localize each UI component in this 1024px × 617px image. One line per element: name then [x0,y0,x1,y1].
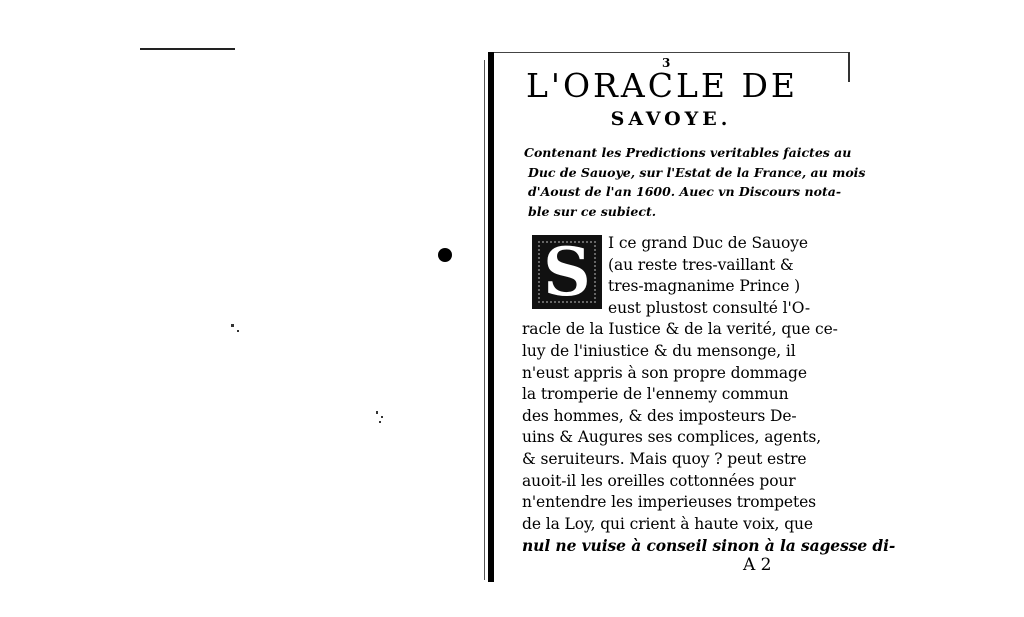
ink-speck [376,411,378,414]
body-line: n'entendre les imperieuses trompetes [522,493,817,512]
page-folio-number: 3 [662,56,671,70]
body-line: des hommes, & des imposteurs De- [522,406,797,425]
ink-speck [231,324,234,327]
body-line: la tromperie de l'ennemy commun [522,385,789,404]
signature-mark: A 2 [743,555,772,575]
page-title: L'ORACLE DE [526,66,799,105]
body-line: nul ne vuise à conseil sinon à la sagesse di- [522,536,896,556]
paper-hole-mark [438,248,452,262]
summary-block [524,143,866,221]
body-line: de la Loy, qui crient à haute voix, que [522,514,813,533]
ink-speck [237,330,239,332]
body-line: n'eust appris à son propre dommage [522,363,807,382]
body-line: uins & Augures ses complices, agents, [522,428,822,447]
body-line: tres-magnanime Prince ) [608,277,801,296]
book-gutter [488,52,494,582]
left-page-rule [140,48,235,50]
summary-line: Contenant les Predictions veritables faictes au [524,145,852,160]
summary-line: ble sur ce subiect. [528,203,657,219]
ink-speck [379,421,381,423]
body-line: I ce grand Duc de Sauoye [608,234,808,252]
page-right-edge [848,52,850,82]
body-line: eust plustost consulté l'O- [608,298,811,317]
ink-speck [381,416,383,418]
page-top-edge [494,52,849,53]
summary-line: d'Aoust de l'an 1600. Auec vn Discours nota- [528,184,842,199]
body-line: luy de l'iniustice & du mensonge, il [522,341,796,360]
book-gutter-edge [484,60,485,580]
body-text [522,233,896,557]
page-subtitle: SAVOYE. [610,108,732,130]
body-line: auoit-il les oreilles cottonnées pour [522,471,796,490]
body-line: racle de la Iustice & de la verité, que ce- [522,320,838,339]
summary-line: Duc de Sauoye, sur l'Estat de la France, au mois [528,164,866,180]
decorated-initial: S [532,235,602,309]
body-line: (au reste tres-vaillant & [608,255,794,274]
body-line: & seruiteurs. Mais quoy ? peut estre [522,449,807,468]
